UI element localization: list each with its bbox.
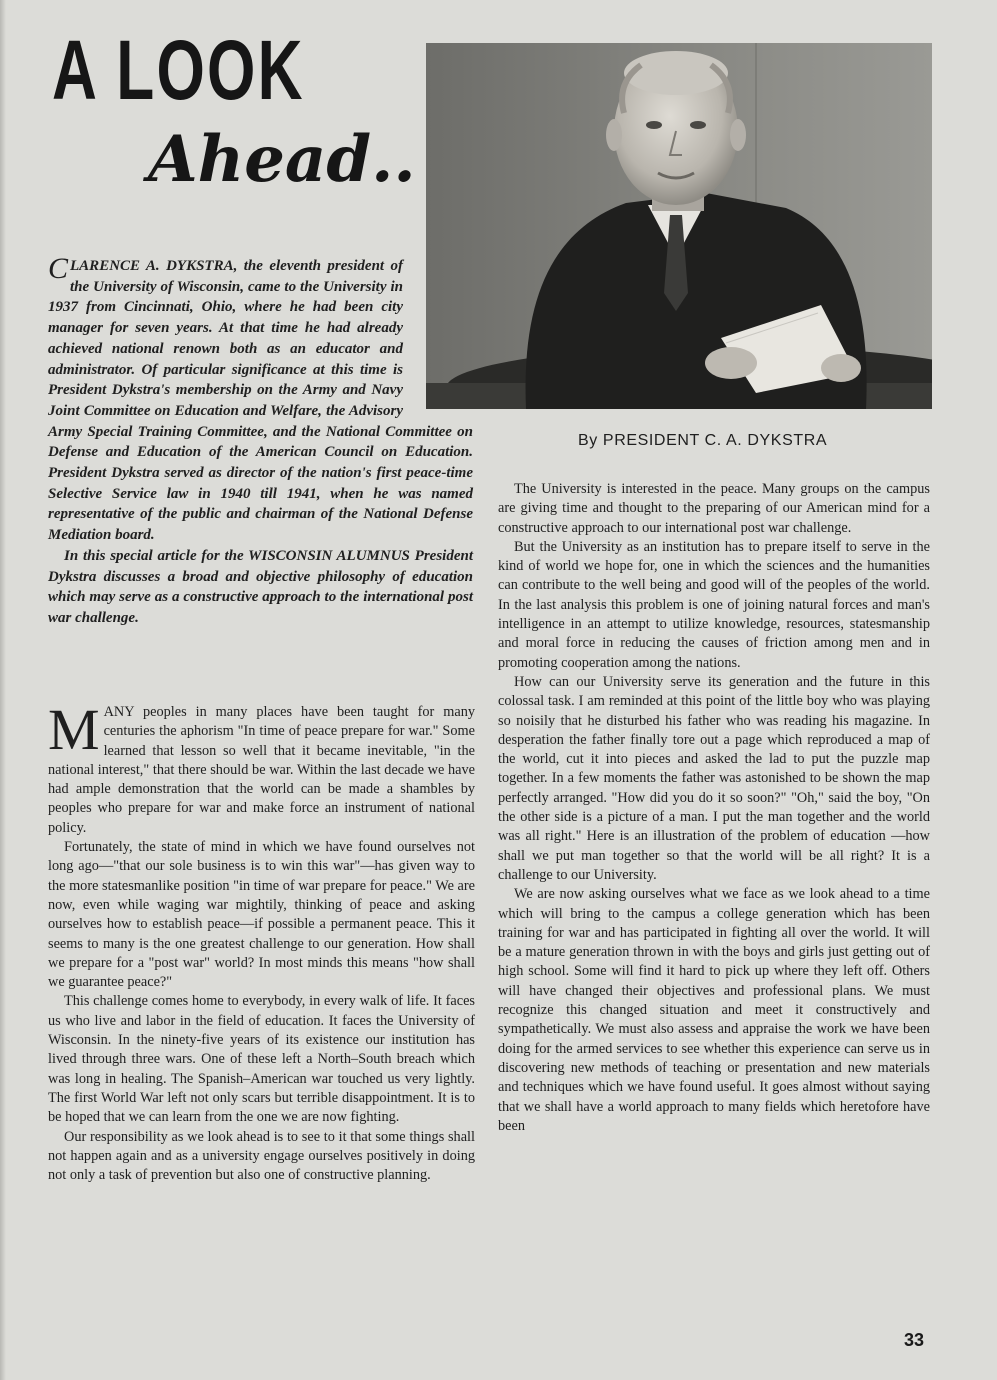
title-line-1: A LOOK: [52, 23, 305, 117]
left-paragraph-1-text: ANY peoples in many places have been taught for many centuries the aphorism "In time of peace prepare for war." Some learned that lesson so well that it became inevitable, "in the national interest," that there should be war. Within the last decade we have had ample demonstration that the world can be made a shambles by peoples who prepare for war and make force an instrument of national policy.: [48, 704, 475, 836]
left-article-column: [48, 697, 475, 1185]
right-paragraph-1: The University is interested in the peace. Many groups on the campus are giving time and thought to the preparing of our American mind for a constructive approach to our international post war challenge.: [498, 481, 930, 536]
right-article-column: [498, 480, 930, 1136]
intro-italic-block: [48, 252, 473, 629]
left-paragraph-3: This challenge comes home to everybody, in every walk of life. It faces us who live and labor in the field of education. It faces the University of Wisconsin. In the ninety-five years of its existence our institution has lived through three wars. One of these left a North–South breach which was long in healing. The Spanish–American war touched us very lightly. The first World War left not only scars but terrible disappointment. It is to be hoped that we can learn from the one we are now fighting.: [48, 993, 475, 1126]
left-paragraph-4: Our responsibility as we look ahead is to see to it that some things shall not happen again and as a university engage ourselves positively in doing not only a task of prevention but also one of constructive planning.: [48, 1128, 475, 1184]
page-edge-shadow: [0, 0, 6, 1380]
intro-drop-cap: C: [48, 252, 69, 285]
intro-paragraph-1-text: LARENCE A. DYKSTRA, the eleventh president of the University of Wisconsin, came to the University in 1937 from Cincinnati, Ohio, where he had been city manager for seven years. At that time he had already achieved national renown both as an educator and administrator. Of particular significance at this time is President Dykstra's membership on the Army and Navy Joint Committee on Education and Welfare, the Advisory Army Special Training Committee, and the National Committee on Defense and Education of the American Council on Education. President Dykstra served as director of the nation's first peace-time Selective Service law in 1940 till 1941, when he was named representative of the public and chairman of the National Defense Mediation board.: [48, 258, 473, 544]
right-paragraph-2: But the University as an institution has to prepare itself to serve in the kind of world we hope for, one in which the sciences and the humanities can contribute to the well being and good will of the peoples of the world. In the last analysis this problem is one of joining natural forces and man's intelligence in an attempt to utilize knowledge, resources, statesmanship and moral force in reducing the causes of friction among men and in promoting cooperation among the nations.: [498, 538, 930, 671]
right-paragraph-4: We are now asking ourselves what we face as we look ahead to a time which will bring to the campus a college generation which has been training for war and has participated in fighting all over the world. It will be a mature generation thrown in with the boys and girls just getting out of high school. Some will find it hard to pick up where they left off. Others will have changed their objectives and professional plans. We must recognize this changed situation and meet it constructively and sympathetically. We must also assess and appraise the work we have been doing for the armed services to see whether this experience can serve us in discovering new methods of teaching or presentation and new materials and techniques which we have found useful. It goes almost without saying that we shall have a world approach to many fields which heretofore have been: [498, 886, 930, 1134]
article-drop-cap: M: [48, 697, 100, 762]
right-paragraph-3: How can our University serve its generation and the future in this colossal task. I am reminded at this point of the little boy who was playing so noisily that he disturbed his father who was reading his magazine. In desperation the father finally tore out a page which reproduced a map of the world, cut it into pieces and asked the lad to put the puzzle map together. In a few moments the father was astonished to be shown the map perfectly arranged. "How did you do it so soon?" "Oh," said the boy, "On the other side is a picture of a man. I put the man together and the world was all right." Here is an illustration of the problem of education —how shall we put man together so that the world will be all right? It is a challenge to our University.: [498, 673, 930, 883]
byline: By PRESIDENT C. A. DYKSTRA: [578, 432, 828, 449]
photo-wrap-spacer: [403, 256, 473, 421]
portrait-illustration: [426, 43, 932, 409]
portrait-photo: [426, 43, 932, 409]
left-paragraph-1: [48, 697, 475, 838]
intro-paragraph-2: In this special article for the WISCONSIN ALUMNUS President Dykstra discusses a broad and objective philosophy of education which may serve as a constructive approach to the international post war challenge.: [48, 547, 473, 626]
page-number: 33: [904, 1330, 925, 1350]
left-paragraph-2: Fortunately, the state of mind in which we have found ourselves not long ago—"that our sole business is to win this war"—has given way to the more statesmanlike position "in time of war prepare for peace." We are now, even while waging war mightily, thinking of peace and asking ourselves how to establish peace—if possible a permanent peace. This it seems to many is the one greatest challenge to our generation. How shall we prepare for a "post war" world? In most minds this means "how shall we guarantee peace?": [48, 839, 475, 991]
title-line-2: Ahead..: [148, 122, 416, 197]
